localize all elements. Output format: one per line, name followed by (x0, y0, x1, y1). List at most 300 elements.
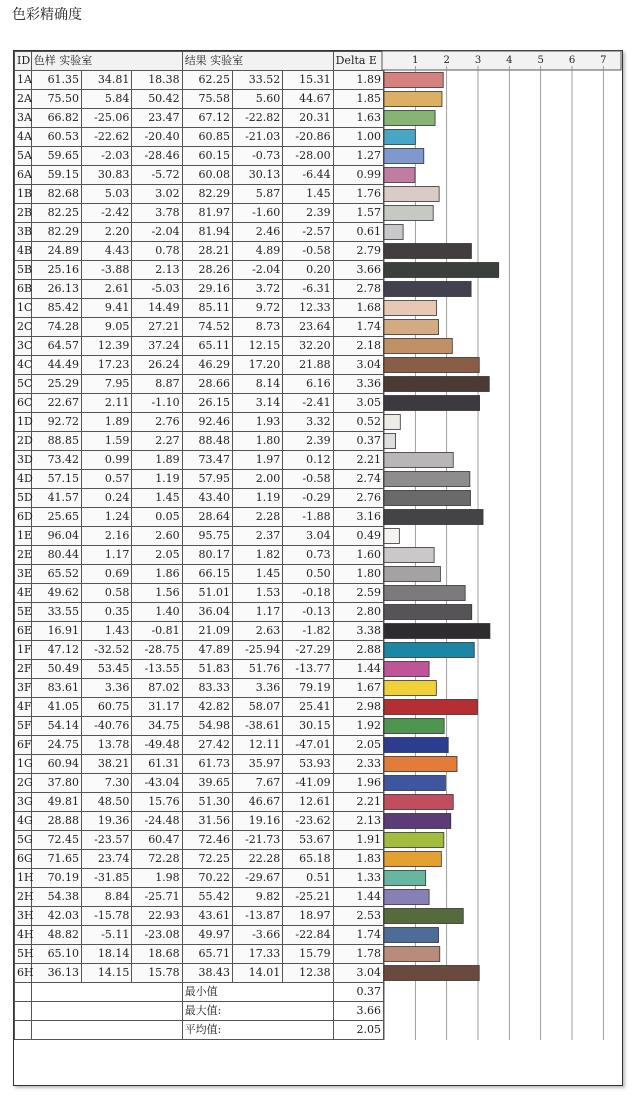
sample-value: 44.49 (31, 356, 81, 375)
result-value: 60.08 (182, 166, 232, 185)
bar-6A (384, 168, 415, 183)
sample-value: 15.76 (132, 793, 182, 812)
result-value: 81.97 (182, 204, 232, 223)
sample-value: 87.02 (132, 679, 182, 698)
bar-4A (384, 130, 415, 145)
delta-e-value: 3.16 (333, 508, 383, 527)
sample-value: 73.42 (31, 451, 81, 470)
result-value: 20.31 (283, 109, 333, 128)
delta-e-value: 1.96 (333, 774, 383, 793)
delta-e-value: 1.91 (333, 831, 383, 850)
result-value: -1.82 (283, 622, 333, 641)
table-row (15, 128, 384, 147)
patch-id: 2B (15, 204, 32, 223)
sample-value: 65.10 (31, 945, 81, 964)
patch-id: 1A (15, 71, 32, 90)
sample-value: 3.36 (82, 679, 132, 698)
result-value: 95.75 (182, 527, 232, 546)
bar-4E (384, 586, 465, 601)
result-value: 21.09 (182, 622, 232, 641)
result-value: 2.39 (283, 204, 333, 223)
sample-value: 3.78 (132, 204, 182, 223)
result-value: 5.60 (232, 90, 282, 109)
sample-value: 41.05 (31, 698, 81, 717)
sample-value: -2.42 (82, 204, 132, 223)
patch-id: 5A (15, 147, 32, 166)
table-row (15, 831, 384, 850)
sample-value: 2.60 (132, 527, 182, 546)
result-value: 12.11 (232, 736, 282, 755)
sample-value: 2.20 (82, 223, 132, 242)
result-value: 39.65 (182, 774, 232, 793)
sample-value: 16.91 (31, 622, 81, 641)
result-value: 3.32 (283, 413, 333, 432)
table-row (15, 869, 384, 888)
delta-e-value: 0.61 (333, 223, 383, 242)
delta-e-value: 1.68 (333, 299, 383, 318)
result-value: 14.01 (232, 964, 282, 983)
table-row (15, 375, 384, 394)
patch-id: 2H (15, 888, 32, 907)
result-value: 1.45 (232, 565, 282, 584)
table-row (15, 242, 384, 261)
delta-e-value: 1.78 (333, 945, 383, 964)
result-value: 22.28 (232, 850, 282, 869)
result-value: 43.40 (182, 489, 232, 508)
tick-label: 1 (412, 55, 419, 66)
sample-value: -5.72 (132, 166, 182, 185)
sample-value: 1.86 (132, 565, 182, 584)
table-row (15, 584, 384, 603)
result-value: 1.93 (232, 413, 282, 432)
sample-value: 13.78 (82, 736, 132, 755)
result-value: -2.41 (283, 394, 333, 413)
sample-value: 57.15 (31, 470, 81, 489)
sample-value: 19.36 (82, 812, 132, 831)
sample-value: 2.11 (82, 394, 132, 413)
result-value: 53.93 (283, 755, 333, 774)
table-row (15, 565, 384, 584)
result-value: 28.26 (182, 261, 232, 280)
result-value: 12.33 (283, 299, 333, 318)
delta-e-value: 1.85 (333, 90, 383, 109)
patch-id: 3A (15, 109, 32, 128)
header-result-lab: 结果 实验室 (182, 52, 333, 71)
sample-value: 26.13 (31, 280, 81, 299)
delta-e-value: 1.57 (333, 204, 383, 223)
result-value: -21.03 (232, 128, 282, 147)
patch-id: 2C (15, 318, 32, 337)
delta-e-value: 2.88 (333, 641, 383, 660)
sample-value: 5.84 (82, 90, 132, 109)
table-row (15, 527, 384, 546)
bar-1H (384, 871, 426, 886)
delta-e-value: 3.36 (333, 375, 383, 394)
bar-1B (384, 187, 439, 202)
sample-value: 2.05 (132, 546, 182, 565)
result-value: 15.31 (283, 71, 333, 90)
sample-value: 54.38 (31, 888, 81, 907)
delta-e-value: 2.59 (333, 584, 383, 603)
sample-value: 66.82 (31, 109, 81, 128)
result-value: -22.82 (232, 109, 282, 128)
bar-6B (384, 282, 471, 297)
sample-value: 72.28 (132, 850, 182, 869)
patch-id: 6H (15, 964, 32, 983)
result-value: 67.12 (182, 109, 232, 128)
result-value: 17.20 (232, 356, 282, 375)
result-value: 0.12 (283, 451, 333, 470)
result-value: 85.11 (182, 299, 232, 318)
sample-value: -5.11 (82, 926, 132, 945)
sample-value: 37.24 (132, 337, 182, 356)
patch-id: 6B (15, 280, 32, 299)
table-row (15, 451, 384, 470)
sample-value: 0.24 (82, 489, 132, 508)
patch-id: 5H (15, 945, 32, 964)
sample-value: 41.57 (31, 489, 81, 508)
bar-4D (384, 472, 470, 487)
result-value: -1.88 (283, 508, 333, 527)
result-value: 65.71 (182, 945, 232, 964)
sample-value: 88.85 (31, 432, 81, 451)
result-value: 0.73 (283, 546, 333, 565)
bar-6H (384, 966, 479, 981)
sample-value: 28.88 (31, 812, 81, 831)
patch-id: 2D (15, 432, 32, 451)
sample-value: -2.04 (132, 223, 182, 242)
result-value: -0.73 (232, 147, 282, 166)
result-value: 54.98 (182, 717, 232, 736)
sample-value: 24.89 (31, 242, 81, 261)
result-value: 2.39 (283, 432, 333, 451)
result-value: 30.13 (232, 166, 282, 185)
patch-id: 4D (15, 470, 32, 489)
patch-id: 5D (15, 489, 32, 508)
result-value: 5.87 (232, 185, 282, 204)
bar-2H (384, 890, 429, 905)
table-row (15, 717, 384, 736)
result-value: 31.56 (182, 812, 232, 831)
result-value: -6.31 (283, 280, 333, 299)
delta-e-value: 1.33 (333, 869, 383, 888)
result-value: 47.89 (182, 641, 232, 660)
sample-value: 65.52 (31, 565, 81, 584)
delta-e-value: 1.80 (333, 565, 383, 584)
bar-3G (384, 795, 453, 810)
sample-value: 8.84 (82, 888, 132, 907)
sample-value: 7.95 (82, 375, 132, 394)
result-value: -47.01 (283, 736, 333, 755)
sample-value: 60.75 (82, 698, 132, 717)
result-value: 51.76 (232, 660, 282, 679)
result-value: 43.61 (182, 907, 232, 926)
result-value: -29.67 (232, 869, 282, 888)
sample-value: 2.76 (132, 413, 182, 432)
result-value: 28.21 (182, 242, 232, 261)
result-value: -38.61 (232, 717, 282, 736)
sample-value: 0.69 (82, 565, 132, 584)
delta-e-value: 1.44 (333, 888, 383, 907)
result-value: -0.13 (283, 603, 333, 622)
bar-5C (384, 377, 489, 392)
result-value: 83.33 (182, 679, 232, 698)
patch-id: 4A (15, 128, 32, 147)
bar-5F (384, 719, 444, 734)
table-row (15, 698, 384, 717)
bar-5H (384, 947, 440, 962)
sample-value: -49.48 (132, 736, 182, 755)
patch-id: 6D (15, 508, 32, 527)
delta-e-bar-chart (382, 51, 621, 1085)
result-value: 51.83 (182, 660, 232, 679)
result-value: -25.94 (232, 641, 282, 660)
table-row (15, 546, 384, 565)
sample-value: 60.47 (132, 831, 182, 850)
table-row (15, 850, 384, 869)
sample-value: 0.05 (132, 508, 182, 527)
patch-id: 6A (15, 166, 32, 185)
delta-e-value: 2.33 (333, 755, 383, 774)
sample-value: 71.65 (31, 850, 81, 869)
delta-e-value: 1.60 (333, 546, 383, 565)
bar-3F (384, 681, 436, 696)
delta-e-value: 3.05 (333, 394, 383, 413)
result-value: 0.20 (283, 261, 333, 280)
result-value: 3.36 (232, 679, 282, 698)
table-row (15, 413, 384, 432)
sample-value: 59.65 (31, 147, 81, 166)
table-row (15, 185, 384, 204)
result-value: 8.73 (232, 318, 282, 337)
result-value: 44.67 (283, 90, 333, 109)
patch-id: 3D (15, 451, 32, 470)
sample-value: -40.76 (82, 717, 132, 736)
result-value: 0.50 (283, 565, 333, 584)
tick-label: 2 (443, 55, 450, 66)
result-value: 18.97 (283, 907, 333, 926)
bar-2E (384, 548, 434, 563)
summary-value: 0.37 (333, 983, 383, 1002)
result-value: -25.21 (283, 888, 333, 907)
sample-value: 2.16 (82, 527, 132, 546)
tick-label: 7 (600, 55, 607, 66)
patch-id: 3F (15, 679, 32, 698)
bar-3A (384, 111, 435, 126)
sample-value: 82.25 (31, 204, 81, 223)
sample-value: 18.38 (132, 71, 182, 90)
sample-value: 1.19 (132, 470, 182, 489)
patch-id: 2F (15, 660, 32, 679)
table-row (15, 356, 384, 375)
table-row (15, 432, 384, 451)
sample-value: -3.88 (82, 261, 132, 280)
bar-6G (384, 852, 441, 867)
result-value: 74.52 (182, 318, 232, 337)
empty-cell (31, 1021, 182, 1040)
result-value: -0.58 (283, 470, 333, 489)
result-value: -13.77 (283, 660, 333, 679)
summary-value: 2.05 (333, 1021, 383, 1040)
delta-e-value: 2.79 (333, 242, 383, 261)
sample-value: 22.67 (31, 394, 81, 413)
sample-value: 2.13 (132, 261, 182, 280)
table-row (15, 280, 384, 299)
result-value: 66.15 (182, 565, 232, 584)
result-value: 79.19 (283, 679, 333, 698)
result-value: 9.82 (232, 888, 282, 907)
sample-value: 80.44 (31, 546, 81, 565)
sample-value: -1.10 (132, 394, 182, 413)
sample-value: 50.49 (31, 660, 81, 679)
sample-value: 54.14 (31, 717, 81, 736)
delta-e-value: 2.76 (333, 489, 383, 508)
bar-3H (384, 909, 463, 924)
sample-value: 30.83 (82, 166, 132, 185)
patch-id: 3E (15, 565, 32, 584)
table-row (15, 261, 384, 280)
delta-e-value: 3.38 (333, 622, 383, 641)
table-row (15, 603, 384, 622)
patch-id: 2E (15, 546, 32, 565)
summary-row (15, 983, 384, 1002)
patch-id: 1E (15, 527, 32, 546)
sample-value: 1.40 (132, 603, 182, 622)
sample-value: 36.13 (31, 964, 81, 983)
sample-value: 1.45 (132, 489, 182, 508)
sample-value: 25.65 (31, 508, 81, 527)
patch-id: 3B (15, 223, 32, 242)
result-value: 58.07 (232, 698, 282, 717)
sample-value: 4.43 (82, 242, 132, 261)
result-value: 3.04 (283, 527, 333, 546)
delta-e-value: 2.74 (333, 470, 383, 489)
result-value: 9.72 (232, 299, 282, 318)
result-value: 65.18 (283, 850, 333, 869)
delta-e-value: 1.44 (333, 660, 383, 679)
sample-value: 25.29 (31, 375, 81, 394)
patch-id: 6C (15, 394, 32, 413)
sample-value: 60.53 (31, 128, 81, 147)
sample-value: 3.02 (132, 185, 182, 204)
sample-value: 1.17 (82, 546, 132, 565)
result-value: 4.89 (232, 242, 282, 261)
delta-e-value: 2.13 (333, 812, 383, 831)
sample-value: 1.98 (132, 869, 182, 888)
result-value: 88.48 (182, 432, 232, 451)
sample-value: 18.14 (82, 945, 132, 964)
delta-e-value: 2.21 (333, 793, 383, 812)
delta-e-value: 1.74 (333, 318, 383, 337)
sample-value: 83.61 (31, 679, 81, 698)
result-value: -22.84 (283, 926, 333, 945)
result-value: 23.64 (283, 318, 333, 337)
delta-e-value: 2.21 (333, 451, 383, 470)
sample-value: 2.27 (132, 432, 182, 451)
delta-e-value: 2.78 (333, 280, 383, 299)
color-accuracy-report (13, 50, 623, 1086)
patch-id: 6F (15, 736, 32, 755)
table-row (15, 660, 384, 679)
tick-label: 3 (474, 55, 482, 66)
result-value: 12.61 (283, 793, 333, 812)
result-value: 21.88 (283, 356, 333, 375)
result-value: -0.29 (283, 489, 333, 508)
result-value: -13.87 (232, 907, 282, 926)
table-row (15, 166, 384, 185)
result-value: -23.62 (283, 812, 333, 831)
sample-value: 27.21 (132, 318, 182, 337)
delta-e-value: 2.53 (333, 907, 383, 926)
table-row (15, 508, 384, 527)
result-value: 72.25 (182, 850, 232, 869)
result-value: -41.09 (283, 774, 333, 793)
patch-id: 1C (15, 299, 32, 318)
table-row (15, 90, 384, 109)
bar-2D (384, 434, 396, 449)
table-row (15, 793, 384, 812)
bar-6C (384, 396, 480, 411)
bar-4C (384, 358, 479, 373)
bar-3E (384, 567, 440, 582)
table-row (15, 223, 384, 242)
result-value: 15.79 (283, 945, 333, 964)
result-value: -21.73 (232, 831, 282, 850)
result-value: 12.38 (283, 964, 333, 983)
result-value: -0.18 (283, 584, 333, 603)
result-value: 1.17 (232, 603, 282, 622)
empty-cell (15, 1002, 32, 1021)
result-value: 3.72 (232, 280, 282, 299)
patch-id: 5E (15, 603, 32, 622)
bar-1A (384, 73, 443, 88)
sample-value: 7.30 (82, 774, 132, 793)
delta-e-value: 1.00 (333, 128, 383, 147)
sample-value: 61.31 (132, 755, 182, 774)
sample-value: 0.99 (82, 451, 132, 470)
sample-value: -24.48 (132, 812, 182, 831)
sample-value: -23.57 (82, 831, 132, 850)
result-value: 55.42 (182, 888, 232, 907)
result-value: 29.16 (182, 280, 232, 299)
table-row (15, 394, 384, 413)
sample-value: 49.62 (31, 584, 81, 603)
delta-e-value: 1.89 (333, 71, 383, 90)
result-value: -20.86 (283, 128, 333, 147)
delta-e-value: 1.92 (333, 717, 383, 736)
bar-2G (384, 776, 445, 791)
patch-id: 4H (15, 926, 32, 945)
result-value: 62.25 (182, 71, 232, 90)
delta-e-value: 0.37 (333, 432, 383, 451)
sample-value: 48.82 (31, 926, 81, 945)
sample-value: -5.03 (132, 280, 182, 299)
sample-value: 23.47 (132, 109, 182, 128)
bar-5E (384, 605, 472, 620)
header-delta-e: Delta E (333, 52, 383, 71)
patch-id: 4C (15, 356, 32, 375)
sample-value: 1.89 (82, 413, 132, 432)
result-value: -28.00 (283, 147, 333, 166)
bar-1D (384, 415, 400, 430)
patch-id: 1D (15, 413, 32, 432)
result-value: 2.37 (232, 527, 282, 546)
result-value: 49.97 (182, 926, 232, 945)
sample-value: 25.16 (31, 261, 81, 280)
sample-value: 37.80 (31, 774, 81, 793)
color-accuracy-table (14, 51, 384, 1040)
sample-value: 96.04 (31, 527, 81, 546)
